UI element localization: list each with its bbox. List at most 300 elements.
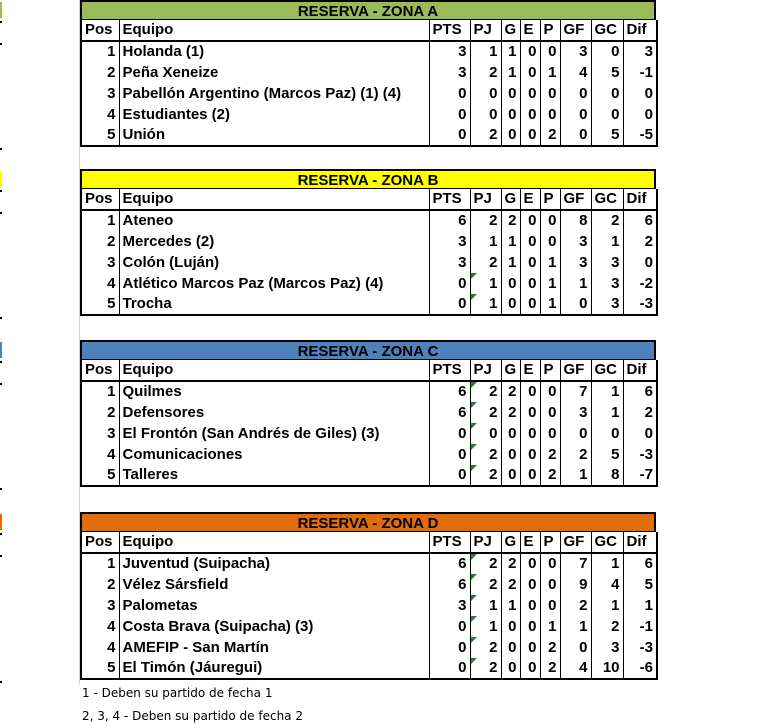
row-boundary-tick: [0, 533, 2, 535]
cell-team: Colón (Luján): [119, 252, 429, 273]
cell-pos: 4: [107, 638, 116, 656]
cell-dif: 3: [623, 41, 657, 62]
cell-dif: -3: [623, 444, 657, 465]
table-row: [81, 637, 657, 658]
cell-dif: -3: [623, 294, 657, 315]
zone-color-marker: [0, 2, 2, 18]
row-boundary-tick: [0, 488, 2, 490]
table-row: [81, 553, 657, 574]
column-header-dif: Dif: [623, 189, 657, 210]
cell-error-indicator-icon: [471, 595, 477, 601]
cell-g: 0: [501, 465, 520, 486]
cell-p: 0: [540, 423, 560, 444]
cell-pj: 1: [470, 294, 501, 315]
footnote-1: 1 - Deben su partido de fecha 1: [82, 686, 273, 700]
cell-gf: 3: [560, 231, 591, 252]
cell-pj: 2: [470, 465, 501, 486]
cell-gf: 7: [560, 381, 591, 402]
cell-pts: 3: [429, 41, 470, 62]
standings-table: [80, 532, 658, 680]
cell-dif: -3: [623, 637, 657, 658]
row-boundary-tick: [0, 383, 2, 385]
cell-team: Mercedes (2): [119, 231, 429, 252]
cell-pts: 6: [429, 553, 470, 574]
cell-e: 0: [520, 41, 540, 62]
row-boundary-tick: [0, 21, 2, 23]
table-row: [81, 574, 657, 595]
column-header-pts: PTS: [429, 20, 470, 41]
cell-g: 2: [501, 402, 520, 423]
table-row: [81, 595, 657, 616]
table-row: [81, 616, 657, 637]
cell-gf: 4: [560, 62, 591, 83]
cell-p: 2: [540, 444, 560, 465]
cell-gf: 8: [560, 210, 591, 231]
cell-e: 0: [520, 402, 540, 423]
cell-team: Pabellón Argentino (Marcos Paz) (1) (4): [119, 83, 429, 104]
cell-gf: 1: [560, 616, 591, 637]
cell-dif: 6: [623, 381, 657, 402]
cell-gc: 1: [591, 553, 623, 574]
column-header-dif: Dif: [623, 532, 657, 553]
column-header-p: P: [540, 20, 560, 41]
cell-g: 0: [501, 104, 520, 125]
cell-gc: 2: [591, 616, 623, 637]
cell-pos: 5: [81, 658, 119, 679]
cell-pj: 1: [470, 41, 501, 62]
cell-pj: 1: [470, 616, 501, 637]
cell-gc: 0: [591, 41, 623, 62]
table-row: [81, 273, 657, 294]
column-header-pj: PJ: [470, 20, 501, 41]
cell-pj: 2: [470, 210, 501, 231]
cell-pts: 0: [429, 637, 470, 658]
cell-gf: 2: [560, 595, 591, 616]
row-boundary-tick: [0, 317, 2, 319]
cell-gc: 1: [591, 402, 623, 423]
cell-pts: 0: [429, 273, 470, 294]
cell-dif: -1: [623, 62, 657, 83]
column-header-pj: PJ: [470, 360, 501, 381]
column-header-gc: GC: [591, 20, 623, 41]
cell-e: 0: [520, 574, 540, 595]
cell-gf: 3: [560, 41, 591, 62]
cell-pos: 3: [107, 253, 116, 271]
cell-gc: 0: [591, 423, 623, 444]
cell-error-indicator-icon: [471, 382, 477, 388]
cell-pj: 1: [470, 231, 501, 252]
cell-dif: 6: [623, 553, 657, 574]
cell-error-indicator-icon: [471, 554, 477, 560]
cell-pos: 5: [81, 294, 119, 315]
cell-dif: 6: [623, 210, 657, 231]
column-header-pts: PTS: [429, 360, 470, 381]
cell-g: 0: [501, 294, 520, 315]
cell-p: 0: [540, 553, 560, 574]
cell-pj: 1: [470, 273, 501, 294]
cell-team: Ateneo: [119, 210, 429, 231]
cell-pts: 0: [429, 616, 470, 637]
cell-error-indicator-icon: [471, 273, 477, 279]
cell-pts: 6: [429, 402, 470, 423]
cell-pos: 4: [107, 274, 116, 292]
cell-pts: 0: [429, 658, 470, 679]
cell-gc: 1: [591, 595, 623, 616]
column-header-pos: Pos: [81, 360, 119, 381]
cell-team: Palometas: [119, 595, 429, 616]
cell-p: 2: [540, 637, 560, 658]
cell-p: 1: [540, 252, 560, 273]
cell-pos: 1: [107, 212, 116, 229]
cell-dif: -2: [623, 273, 657, 294]
cell-gc: 10: [591, 658, 623, 679]
cell-pos: 2: [107, 575, 116, 593]
cell-error-indicator-icon: [471, 616, 477, 622]
table-row: [81, 104, 657, 125]
cell-dif: 0: [623, 104, 657, 125]
cell-error-indicator-icon: [471, 658, 477, 664]
column-header-pts: PTS: [429, 532, 470, 553]
cell-g: 0: [501, 444, 520, 465]
zone-color-marker: [0, 342, 2, 358]
cell-p: 0: [540, 231, 560, 252]
cell-g: 1: [501, 62, 520, 83]
cell-gf: 7: [560, 553, 591, 574]
cell-team: Trocha: [119, 294, 429, 315]
cell-e: 0: [520, 294, 540, 315]
cell-team: Juventud (Suipacha): [119, 553, 429, 574]
cell-e: 0: [520, 381, 540, 402]
table-row: [81, 252, 657, 273]
column-header-pos: Pos: [81, 189, 119, 210]
cell-pos: 4: [107, 617, 116, 635]
cell-team: El Timón (Jáuregui): [119, 658, 429, 679]
column-header-row: [81, 20, 657, 41]
table-row: [81, 658, 657, 679]
cell-error-indicator-icon: [471, 444, 477, 450]
cell-p: 1: [540, 62, 560, 83]
cell-gf: 1: [560, 273, 591, 294]
table-row: [81, 210, 657, 231]
cell-dif: 0: [623, 252, 657, 273]
cell-dif: 0: [623, 423, 657, 444]
table-row: [81, 41, 657, 62]
cell-pos: 5: [81, 125, 119, 146]
cell-gf: 3: [560, 402, 591, 423]
cell-error-indicator-icon: [471, 637, 477, 643]
column-header-e: E: [520, 532, 540, 553]
cell-pos: 3: [107, 424, 116, 442]
cell-pj: 0: [470, 104, 501, 125]
cell-g: 0: [501, 637, 520, 658]
cell-pos: 5: [81, 465, 119, 486]
cell-pts: 3: [429, 252, 470, 273]
column-header-equipo: Equipo: [119, 20, 429, 41]
cell-pts: 0: [429, 125, 470, 146]
cell-e: 0: [520, 553, 540, 574]
column-header-row: [81, 532, 657, 553]
cell-team: El Frontón (San Andrés de Giles) (3): [119, 423, 429, 444]
column-header-e: E: [520, 20, 540, 41]
column-header-e: E: [520, 360, 540, 381]
cell-pj: 2: [470, 444, 501, 465]
row-boundary-tick: [0, 43, 2, 45]
cell-p: 0: [540, 574, 560, 595]
zone-title: RESERVA - ZONA D: [80, 512, 656, 532]
column-header-g: G: [501, 532, 520, 553]
cell-error-indicator-icon: [471, 574, 477, 580]
cell-gf: 3: [560, 252, 591, 273]
cell-team: Peña Xeneize: [119, 62, 429, 83]
zone-title: RESERVA - ZONA C: [80, 340, 656, 360]
cell-pos: 3: [107, 596, 116, 614]
cell-e: 0: [520, 658, 540, 679]
cell-dif: -7: [623, 465, 657, 486]
table-row: [81, 381, 657, 402]
cell-team: Defensores: [119, 402, 429, 423]
cell-dif: 2: [623, 231, 657, 252]
cell-pos: 4: [107, 445, 116, 463]
cell-team: Costa Brava (Suipacha) (3): [119, 616, 429, 637]
column-header-gc: GC: [591, 189, 623, 210]
cell-gf: 9: [560, 574, 591, 595]
column-header-g: G: [501, 20, 520, 41]
cell-error-indicator-icon: [471, 402, 477, 408]
cell-e: 0: [520, 465, 540, 486]
cell-e: 0: [520, 83, 540, 104]
cell-e: 0: [520, 595, 540, 616]
cell-error-indicator-icon: [471, 465, 477, 471]
standings-table: [80, 189, 658, 316]
cell-pj: 0: [470, 83, 501, 104]
cell-e: 0: [520, 210, 540, 231]
table-row: [81, 83, 657, 104]
table-row: [81, 294, 657, 315]
cell-gc: 5: [591, 444, 623, 465]
cell-g: 1: [501, 231, 520, 252]
cell-gf: 2: [560, 444, 591, 465]
cell-g: 1: [501, 41, 520, 62]
cell-pj: 2: [470, 402, 501, 423]
column-header-gc: GC: [591, 360, 623, 381]
cell-pj: 0: [470, 423, 501, 444]
column-header-row: [81, 189, 657, 210]
cell-team: AMEFIP - San Martín: [119, 637, 429, 658]
cell-g: 0: [501, 616, 520, 637]
cell-gf: 0: [560, 294, 591, 315]
cell-pos: 1: [107, 43, 116, 60]
cell-dif: -1: [623, 616, 657, 637]
cell-team: Atlético Marcos Paz (Marcos Paz) (4): [119, 273, 429, 294]
standings-table: [80, 360, 658, 487]
cell-e: 0: [520, 125, 540, 146]
cell-pts: 0: [429, 465, 470, 486]
column-header-g: G: [501, 189, 520, 210]
cell-e: 0: [520, 423, 540, 444]
cell-gc: 0: [591, 104, 623, 125]
cell-gc: 5: [591, 62, 623, 83]
zone-color-marker: [0, 171, 2, 187]
cell-e: 0: [520, 616, 540, 637]
cell-e: 0: [520, 231, 540, 252]
column-header-dif: Dif: [623, 20, 657, 41]
table-row: [81, 444, 657, 465]
cell-pos: 2: [107, 232, 116, 250]
table-row: [81, 125, 657, 146]
cell-pts: 0: [429, 83, 470, 104]
cell-pts: 6: [429, 574, 470, 595]
cell-gc: 1: [591, 231, 623, 252]
cell-error-indicator-icon: [471, 423, 477, 429]
cell-gf: 0: [560, 83, 591, 104]
cell-gc: 3: [591, 294, 623, 315]
column-header-equipo: Equipo: [119, 532, 429, 553]
table-row: [81, 402, 657, 423]
zone-title: RESERVA - ZONA A: [80, 0, 656, 20]
cell-p: 2: [540, 658, 560, 679]
cell-p: 1: [540, 616, 560, 637]
cell-e: 0: [520, 62, 540, 83]
cell-pts: 0: [429, 104, 470, 125]
cell-pos: 3: [107, 84, 116, 102]
cell-gf: 0: [560, 125, 591, 146]
cell-p: 0: [540, 83, 560, 104]
cell-gf: 0: [560, 104, 591, 125]
cell-e: 0: [520, 252, 540, 273]
table-row: [81, 423, 657, 444]
cell-dif: 0: [623, 83, 657, 104]
cell-dif: 2: [623, 402, 657, 423]
cell-team: Vélez Sársfield: [119, 574, 429, 595]
cell-pts: 0: [429, 294, 470, 315]
column-header-pts: PTS: [429, 189, 470, 210]
cell-pts: 0: [429, 423, 470, 444]
cell-p: 2: [540, 125, 560, 146]
column-header-gf: GF: [560, 20, 591, 41]
cell-gf: 0: [560, 423, 591, 444]
zone-table-b: [80, 169, 656, 316]
row-boundary-tick: [0, 361, 2, 363]
column-header-gf: GF: [560, 532, 591, 553]
cell-gf: 1: [560, 465, 591, 486]
column-header-equipo: Equipo: [119, 360, 429, 381]
cell-pj: 2: [470, 62, 501, 83]
zone-title: RESERVA - ZONA B: [80, 169, 656, 189]
cell-e: 0: [520, 444, 540, 465]
cell-team: Estudiantes (2): [119, 104, 429, 125]
column-header-g: G: [501, 360, 520, 381]
cell-dif: -6: [623, 658, 657, 679]
row-boundary-tick: [0, 148, 2, 150]
cell-pos: 4: [107, 105, 116, 123]
standings-table: [80, 20, 658, 147]
cell-pj: 2: [470, 125, 501, 146]
cell-gc: 3: [591, 637, 623, 658]
cell-team: Holanda (1): [119, 41, 429, 62]
cell-pj: 2: [470, 252, 501, 273]
table-row: [81, 62, 657, 83]
cell-error-indicator-icon: [471, 294, 477, 300]
cell-p: 0: [540, 402, 560, 423]
column-header-p: P: [540, 189, 560, 210]
footnote-2: 2, 3, 4 - Deben su partido de fecha 2: [82, 709, 303, 723]
column-header-e: E: [520, 189, 540, 210]
cell-team: Quilmes: [119, 381, 429, 402]
row-header-strip: [0, 0, 80, 685]
cell-p: 0: [540, 104, 560, 125]
column-header-pj: PJ: [470, 189, 501, 210]
cell-pos: 1: [107, 383, 116, 400]
column-header-gc: GC: [591, 532, 623, 553]
cell-p: 2: [540, 465, 560, 486]
column-header-pos: Pos: [81, 20, 119, 41]
cell-g: 1: [501, 252, 520, 273]
table-row: [81, 231, 657, 252]
cell-team: Unión: [119, 125, 429, 146]
cell-e: 0: [520, 637, 540, 658]
cell-pj: 2: [470, 637, 501, 658]
zone-table-a: [80, 0, 656, 147]
cell-p: 0: [540, 595, 560, 616]
cell-team: Comunicaciones: [119, 444, 429, 465]
cell-gf: 4: [560, 658, 591, 679]
cell-pts: 3: [429, 62, 470, 83]
cell-dif: 1: [623, 595, 657, 616]
column-header-equipo: Equipo: [119, 189, 429, 210]
cell-g: 0: [501, 83, 520, 104]
column-header-gf: GF: [560, 360, 591, 381]
cell-e: 0: [520, 273, 540, 294]
cell-gc: 4: [591, 574, 623, 595]
cell-gc: 8: [591, 465, 623, 486]
cell-pts: 3: [429, 231, 470, 252]
cell-pj: 2: [470, 553, 501, 574]
zone-table-d: [80, 512, 656, 680]
cell-pos: 2: [107, 403, 116, 421]
cell-g: 0: [501, 658, 520, 679]
cell-p: 1: [540, 294, 560, 315]
table-row: [81, 465, 657, 486]
cell-pj: 2: [470, 381, 501, 402]
column-header-pos: Pos: [81, 532, 119, 553]
row-boundary-tick: [0, 190, 2, 192]
cell-pj: 1: [470, 595, 501, 616]
cell-g: 2: [501, 210, 520, 231]
cell-pj: 2: [470, 574, 501, 595]
row-boundary-tick: [0, 212, 2, 214]
row-boundary-tick: [0, 555, 2, 557]
cell-p: 0: [540, 381, 560, 402]
cell-pos: 1: [107, 555, 116, 572]
zone-table-c: [80, 340, 656, 487]
cell-pts: 3: [429, 595, 470, 616]
cell-p: 0: [540, 41, 560, 62]
cell-dif: 5: [623, 574, 657, 595]
cell-pos: 2: [107, 63, 116, 81]
cell-pj: 2: [470, 658, 501, 679]
cell-g: 1: [501, 595, 520, 616]
cell-dif: -5: [623, 125, 657, 146]
cell-e: 0: [520, 104, 540, 125]
cell-team: Talleres: [119, 465, 429, 486]
cell-gc: 5: [591, 125, 623, 146]
cell-g: 0: [501, 125, 520, 146]
cell-g: 2: [501, 381, 520, 402]
column-header-row: [81, 360, 657, 381]
cell-g: 2: [501, 574, 520, 595]
cell-pts: 6: [429, 381, 470, 402]
row-boundary-tick: [0, 681, 2, 683]
